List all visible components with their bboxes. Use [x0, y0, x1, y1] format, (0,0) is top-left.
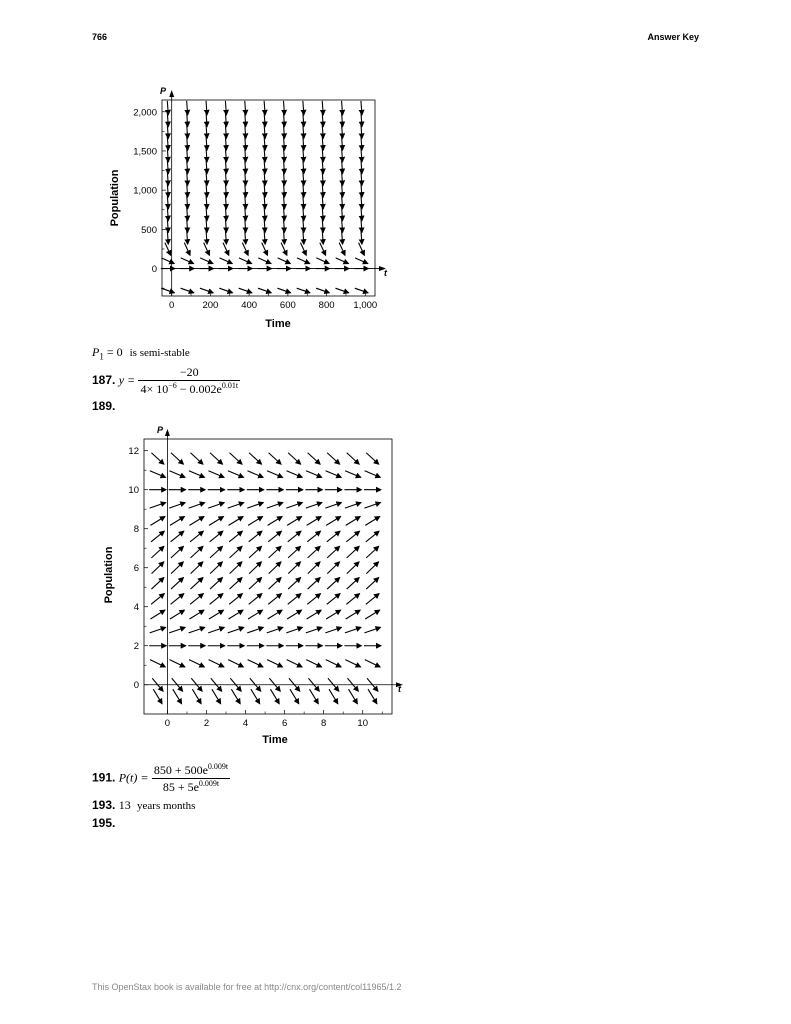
direction-arrow: [287, 471, 303, 478]
direction-arrow: [171, 562, 183, 574]
x-tick-label: 800: [318, 300, 335, 311]
direction-arrow: [170, 610, 184, 619]
direction-arrow: [190, 578, 203, 590]
direction-arrow: [327, 546, 340, 558]
direction-arrow: [278, 258, 291, 264]
direction-arrow: [306, 503, 322, 509]
y-tick-label: 0: [133, 680, 139, 692]
direction-arrow: [306, 627, 322, 633]
direction-arrow: [366, 562, 378, 574]
direction-arrow: [151, 453, 164, 465]
direction-arrow: [210, 562, 222, 574]
direction-arrow: [345, 627, 361, 633]
direction-arrow: [297, 288, 310, 293]
direction-arrow: [349, 689, 358, 704]
direction-arrow: [242, 243, 248, 256]
direction-arrow: [316, 258, 329, 264]
direction-arrow: [309, 689, 318, 704]
direction-arrow: [171, 578, 184, 590]
direction-arrow: [345, 503, 361, 509]
x-axis-label: Time: [265, 318, 291, 330]
answer-191-lhs: P(t) =: [118, 770, 149, 785]
direction-arrow: [228, 503, 244, 509]
direction-arrow: [267, 660, 282, 667]
direction-arrow: [355, 258, 368, 264]
direction-arrow: [231, 689, 240, 704]
answer-191-denominator: $85 + 5e^{0.009t}$: [162, 779, 220, 794]
direction-arrow: [150, 627, 166, 633]
direction-arrow: [327, 453, 340, 465]
direction-arrow: [247, 627, 263, 633]
direction-arrow: [230, 453, 243, 465]
direction-arrow: [364, 503, 380, 509]
direction-arrow: [171, 594, 184, 605]
direction-arrow: [327, 531, 340, 542]
x-tick-label: 0: [164, 718, 171, 729]
direction-arrow: [308, 453, 321, 465]
direction-arrow: [339, 243, 345, 256]
direction-arrow: [248, 516, 262, 525]
direction-arrow: [326, 471, 342, 478]
direction-arrow: [288, 453, 301, 465]
direction-arrow: [286, 503, 302, 509]
direction-arrow: [170, 660, 185, 667]
answer-189-number: 189.: [92, 399, 116, 413]
direction-arrow: [247, 471, 263, 478]
direction-arrow: [327, 594, 340, 605]
direction-arrow: [171, 546, 184, 558]
direction-arrow: [288, 562, 300, 574]
direction-arrow: [212, 689, 221, 704]
page-number: 766: [92, 32, 108, 42]
direction-arrow: [161, 258, 174, 264]
direction-arrow: [229, 531, 242, 542]
direction-arrow: [220, 258, 233, 264]
direction-arrow: [229, 594, 242, 605]
direction-arrow: [190, 453, 203, 465]
answer-191-number: 191.: [92, 770, 116, 785]
direction-arrow: [327, 578, 340, 590]
direction-arrow: [281, 243, 287, 256]
direction-arrow: [326, 516, 340, 525]
answer-187-numerator: −20: [138, 365, 240, 381]
direction-arrow: [347, 578, 360, 590]
answer-195-number: 195.: [92, 816, 116, 830]
y-tick-label: 12: [128, 446, 139, 458]
direction-arrow: [181, 258, 194, 264]
direction-arrow: [320, 243, 326, 256]
direction-arrow: [229, 610, 243, 619]
direction-arrow: [151, 594, 164, 605]
direction-arrow: [165, 243, 171, 256]
direction-arrow: [208, 627, 224, 633]
answer-191-numerator: $850 + 500e^{0.009t}$: [153, 762, 229, 777]
direction-arrow: [228, 627, 244, 633]
x-tick-label: 4: [242, 718, 249, 729]
direction-arrow: [365, 660, 380, 667]
direction-arrow: [267, 503, 283, 509]
answer-185: [92, 345, 190, 361]
direction-arrow: [308, 562, 320, 574]
direction-arrow: [249, 594, 262, 605]
direction-arrow: [346, 610, 360, 619]
direction-arrow: [335, 288, 348, 293]
answer-185-var: P: [92, 345, 100, 359]
x-axis-label: Time: [262, 734, 288, 746]
direction-arrow: [316, 288, 329, 293]
direction-arrow: [368, 689, 377, 704]
direction-arrow: [152, 562, 164, 574]
direction-arrow: [209, 660, 224, 667]
direction-arrow: [169, 471, 185, 478]
direction-arrow: [210, 578, 223, 590]
direction-arrow: [270, 689, 279, 704]
direction-arrow: [169, 503, 185, 509]
direction-arrow: [150, 471, 166, 478]
direction-arrow: [345, 660, 360, 667]
section-title: Answer Key: [647, 32, 699, 42]
direction-arrow: [306, 660, 321, 667]
direction-arrow: [277, 288, 290, 293]
direction-arrow: [150, 516, 164, 525]
direction-arrow: [209, 610, 223, 619]
direction-arrow: [288, 531, 301, 542]
y-tick-label: 2: [133, 641, 139, 653]
direction-arrow: [365, 610, 379, 619]
x-tick-label: 2: [203, 718, 210, 729]
direction-arrow: [366, 531, 379, 542]
direction-arrow: [210, 453, 223, 465]
direction-arrow: [230, 578, 243, 590]
plot-frame: [162, 100, 375, 296]
direction-arrow: [267, 627, 283, 633]
y-tick-label: 2,000: [133, 107, 157, 119]
x-tick-label: 0: [169, 300, 175, 311]
direction-arrow: [192, 689, 201, 704]
direction-arrow: [189, 516, 203, 525]
direction-arrow: [336, 258, 349, 264]
direction-arrow: [307, 516, 321, 525]
direction-arrow: [308, 546, 321, 558]
direction-arrow: [210, 531, 223, 542]
direction-arrow: [288, 594, 301, 605]
footer-note: This OpenStax book is available for free at http://cnx.org/content/col11965/1.2: [92, 982, 402, 992]
direction-arrow: [346, 516, 360, 525]
direction-arrow: [365, 516, 379, 525]
direction-arrow: [307, 594, 320, 605]
direction-arrow: [286, 627, 302, 633]
direction-arrow: [249, 546, 262, 558]
direction-arrow: [171, 531, 184, 542]
direction-arrow: [366, 453, 379, 465]
answer-187-number: 187.: [92, 373, 116, 388]
direction-arrow: [249, 453, 262, 465]
answer-193-value: 13: [118, 798, 131, 812]
direction-arrow: [347, 562, 359, 574]
direction-arrow: [355, 288, 368, 293]
direction-arrow: [208, 503, 224, 509]
x-tick-label: 200: [202, 300, 219, 311]
direction-arrow: [287, 660, 302, 667]
direction-arrow: [306, 471, 322, 478]
direction-arrow: [228, 471, 244, 478]
y-axis-label: Population: [109, 169, 121, 227]
direction-arrow: [204, 243, 210, 256]
direction-arrow: [268, 516, 282, 525]
direction-arrow: [258, 258, 271, 264]
direction-arrow: [287, 610, 301, 619]
y-axis-arrowhead: [169, 90, 174, 97]
direction-arrow: [366, 546, 379, 558]
direction-arrow: [269, 453, 282, 465]
direction-arrow: [325, 503, 341, 509]
direction-arrow: [200, 258, 213, 264]
direction-arrow: [247, 503, 263, 509]
direction-arrow: [181, 288, 194, 293]
direction-field-chart-1: [100, 80, 400, 335]
direction-arrow: [269, 578, 282, 590]
y-axis-var: P: [159, 86, 167, 96]
answer-193: [92, 798, 195, 813]
y-tick-label: 1,500: [133, 146, 157, 158]
direction-arrow: [190, 546, 203, 558]
answer-187-fraction: [138, 365, 240, 397]
direction-arrow: [151, 531, 164, 542]
direction-arrow: [262, 243, 268, 256]
answer-185-sub: 1: [99, 351, 104, 362]
direction-arrow: [249, 562, 261, 574]
direction-arrow: [161, 288, 174, 293]
answer-187-denominator: $4\times 10^{-6} - 0.002e^{0.01t}$: [140, 381, 239, 396]
direction-arrow: [329, 689, 338, 704]
direction-arrow: [287, 516, 301, 525]
direction-arrow: [223, 243, 229, 256]
x-tick-label: 6: [281, 718, 288, 729]
direction-arrow: [229, 516, 243, 525]
direction-arrow: [190, 531, 203, 542]
direction-arrow: [307, 610, 321, 619]
direction-arrow: [347, 453, 360, 465]
plot-frame: [144, 439, 392, 714]
direction-arrow: [189, 627, 205, 633]
direction-arrow: [230, 546, 243, 558]
y-axis-arrowhead: [165, 429, 170, 436]
direction-arrow: [151, 546, 164, 558]
direction-arrow: [219, 288, 232, 293]
direction-arrow: [248, 610, 262, 619]
direction-arrow: [269, 546, 282, 558]
direction-arrow: [200, 288, 213, 293]
direction-arrow: [169, 627, 185, 633]
direction-arrow: [230, 562, 242, 574]
x-tick-label: 8: [321, 718, 327, 729]
direction-arrow: [366, 594, 379, 605]
direction-field-chart-2: [100, 420, 410, 750]
x-axis-var: t: [384, 268, 387, 278]
direction-arrow: [268, 531, 281, 542]
x-axis-var: t: [398, 684, 401, 694]
answer-185-eq: = 0: [106, 345, 123, 359]
direction-arrow: [210, 546, 223, 558]
direction-arrow: [239, 258, 252, 264]
direction-arrow: [189, 610, 203, 619]
answer-193-number: 193.: [92, 798, 116, 812]
direction-arrow: [268, 594, 281, 605]
direction-arrow: [189, 660, 204, 667]
direction-arrow: [365, 471, 381, 478]
y-tick-label: 1,000: [133, 185, 157, 197]
direction-arrow: [290, 689, 299, 704]
direction-arrow: [153, 689, 162, 704]
direction-arrow: [249, 578, 262, 590]
y-tick-label: 6: [133, 563, 139, 575]
direction-arrow: [150, 610, 164, 619]
x-tick-label: 10: [357, 718, 368, 729]
direction-arrow: [209, 516, 223, 525]
direction-arrow: [208, 471, 224, 478]
x-tick-label: 1,000: [353, 300, 378, 311]
direction-arrow: [347, 546, 360, 558]
answer-187: [92, 365, 240, 397]
direction-arrow: [366, 578, 379, 590]
direction-arrow: [297, 258, 310, 264]
direction-arrow: [239, 288, 252, 293]
direction-arrow: [228, 660, 243, 667]
direction-arrow: [288, 546, 301, 558]
direction-arrow: [173, 689, 182, 704]
direction-arrow: [171, 453, 184, 465]
direction-arrow: [249, 531, 262, 542]
y-axis-var: P: [156, 425, 164, 435]
direction-arrow: [268, 610, 282, 619]
direction-arrow: [269, 562, 281, 574]
direction-arrow: [190, 594, 203, 605]
direction-arrow: [359, 243, 365, 256]
direction-arrow: [150, 503, 166, 509]
y-tick-label: 500: [141, 224, 157, 236]
direction-arrow: [327, 562, 339, 574]
direction-arrow: [210, 594, 223, 605]
direction-arrow: [308, 578, 321, 590]
answer-191-fraction: [152, 762, 230, 795]
direction-arrow: [251, 689, 260, 704]
direction-arrow: [151, 578, 164, 590]
x-tick-label: 400: [241, 300, 258, 311]
direction-arrow: [326, 660, 341, 667]
direction-arrow: [307, 531, 320, 542]
answer-191: [92, 762, 230, 795]
direction-arrow: [258, 288, 271, 293]
x-tick-label: 600: [279, 300, 296, 311]
direction-arrow: [184, 243, 190, 256]
direction-arrow: [150, 660, 165, 667]
direction-arrow: [345, 471, 361, 478]
direction-arrow: [364, 627, 380, 633]
direction-arrow: [267, 471, 283, 478]
y-tick-label: 8: [133, 524, 139, 536]
direction-arrow: [288, 578, 301, 590]
direction-arrow: [326, 610, 340, 619]
direction-arrow: [300, 243, 306, 256]
direction-arrow: [189, 503, 205, 509]
direction-arrow: [346, 594, 359, 605]
direction-arrow: [191, 562, 203, 574]
answer-187-lhs: y =: [118, 373, 136, 388]
y-axis-label: Population: [103, 546, 115, 604]
direction-arrow: [189, 471, 205, 478]
direction-arrow: [248, 660, 263, 667]
y-tick-label: 10: [128, 485, 139, 497]
direction-arrow: [170, 516, 184, 525]
direction-arrow: [325, 627, 341, 633]
direction-arrow: [346, 531, 359, 542]
answer-185-text: is semi-stable: [129, 347, 190, 359]
y-tick-label: 4: [133, 602, 139, 614]
y-tick-label: 0: [151, 264, 157, 276]
answer-193-text: years months: [137, 800, 196, 812]
